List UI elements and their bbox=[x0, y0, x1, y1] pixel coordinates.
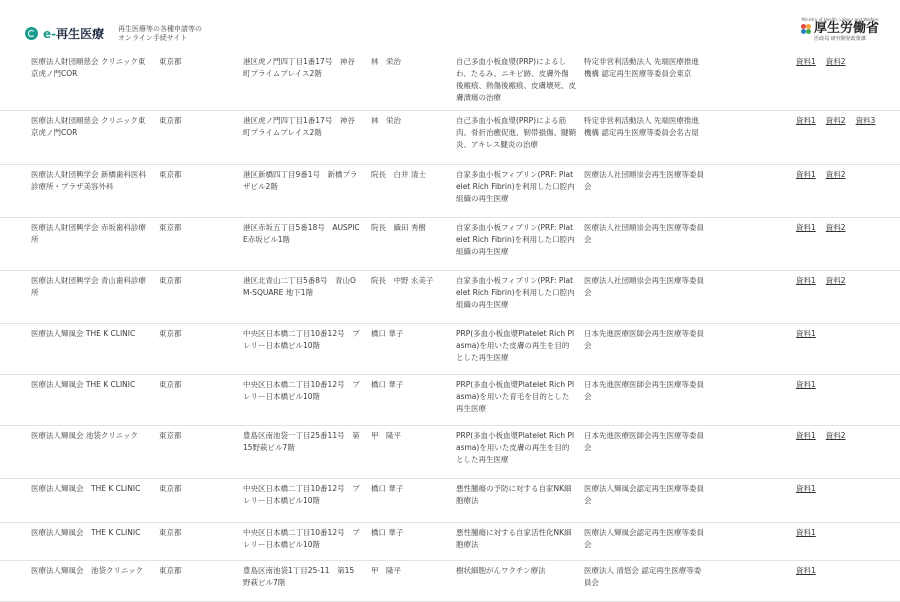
address: 港区赤坂五丁目5番18号 AUSPICE赤坂ビル1階 bbox=[243, 223, 360, 244]
site-subtitle-line2: オンライン手続サイト bbox=[118, 34, 188, 42]
clinic-name: 医療法人財団興学会 青山歯科診療所 bbox=[31, 276, 146, 297]
administrator: 甲 隆平 bbox=[371, 431, 401, 440]
address: 港区虎ノ門四丁目1番17号 神谷町プライムプレイス2階 bbox=[243, 57, 355, 78]
administrator: 林 栄治 bbox=[371, 57, 401, 66]
document-link-1[interactable]: 資料1 bbox=[796, 484, 816, 493]
prefecture: 東京都 bbox=[159, 528, 182, 537]
document-link-1[interactable]: 資料1 bbox=[796, 57, 816, 66]
document-link-1[interactable]: 資料1 bbox=[796, 329, 816, 338]
ministry-logo[interactable] bbox=[800, 17, 880, 43]
clinic-name: 医療法人輝風会 THE K CLINIC bbox=[31, 528, 141, 537]
document-links bbox=[796, 527, 886, 539]
document-link-1[interactable]: 資料1 bbox=[796, 276, 816, 285]
treatment-name: 自家多血小板フィブリン(PRF: Platelet Rich Fibrin)を利用した口腔内組織の再生医療 bbox=[456, 170, 575, 203]
table-row bbox=[0, 561, 900, 602]
committee-name: 特定非営利活動法人 先端医療推進機構 認定再生医療等委員会名古屋 bbox=[584, 116, 699, 137]
document-links bbox=[796, 56, 886, 68]
address: 豊島区南池袋1丁目25-11 第15野萩ビル7階 bbox=[243, 566, 355, 587]
committee-name: 日本先進医療医師会再生医療等委員会 bbox=[584, 380, 704, 401]
site-header bbox=[0, 0, 900, 52]
document-link-1[interactable]: 資料1 bbox=[796, 566, 816, 575]
prefecture: 東京都 bbox=[159, 329, 182, 338]
site-subtitle bbox=[118, 25, 202, 43]
table-row bbox=[0, 52, 900, 111]
document-link-1[interactable]: 資料1 bbox=[796, 431, 816, 440]
document-link-1[interactable]: 資料1 bbox=[796, 528, 816, 537]
treatment-name: PRP(多血小板血漿Platelet Rich Plasma)を用いた皮膚の再生を目的とした再生医療 bbox=[456, 431, 575, 464]
prefecture: 東京都 bbox=[159, 431, 182, 440]
document-links bbox=[796, 430, 886, 442]
ministry-english-name: Ministry of Health, Labour and Welfare bbox=[801, 17, 879, 22]
document-links bbox=[796, 328, 886, 340]
table-row bbox=[0, 111, 900, 165]
document-link-2[interactable]: 資料2 bbox=[825, 223, 846, 232]
treatment-name: 自家多血小板フィブリン(PRF: Platelet Rich Fibrin)を利用した口腔内組織の再生医療 bbox=[456, 276, 575, 309]
prefecture: 東京都 bbox=[159, 276, 182, 285]
clinic-name: 医療法人財団順慈会 クリニック東京虎ノ門COR bbox=[31, 116, 146, 137]
committee-name: 医療法人 清悠会 認定再生医療等委員会 bbox=[584, 566, 702, 587]
address: 港区新橋四丁目9番1号 新橋プラザビル2階 bbox=[243, 170, 358, 191]
table-row bbox=[0, 479, 900, 523]
clinic-name: 医療法人財団興学会 赤坂歯科診療所 bbox=[31, 223, 146, 244]
address: 豊島区南池袋一丁目25番11号 第15野萩ビル7階 bbox=[243, 431, 360, 452]
address: 中央区日本橋二丁目10番12号 ブレリー日本橋ビル10階 bbox=[243, 484, 360, 505]
administrator: 橋口 華子 bbox=[371, 484, 404, 493]
committee-name: 特定非営利活動法人 先端医療推進機構 認定再生医療等委員会東京 bbox=[584, 57, 699, 78]
committee-name: 医療法人社団順崇会再生医療等委員会 bbox=[584, 223, 704, 244]
clinic-name: 医療法人輝風会 THE K CLINIC bbox=[31, 329, 136, 338]
document-links bbox=[796, 169, 886, 181]
document-link-2[interactable]: 資料2 bbox=[825, 57, 846, 66]
document-links bbox=[796, 115, 886, 127]
committee-name: 医療法人輝風会認定再生医療等委員会 bbox=[584, 484, 704, 505]
ministry-mark-icon bbox=[801, 24, 812, 35]
document-links bbox=[796, 565, 886, 577]
administrator: 甲 隆平 bbox=[371, 566, 401, 575]
treatment-name: 自家多血小板フィブリン(PRF: Platelet Rich Fibrin)を利用した口腔内組織の再生医療 bbox=[456, 223, 575, 256]
prefecture: 東京都 bbox=[159, 223, 182, 232]
logo-text bbox=[43, 25, 104, 42]
committee-name: 医療法人輝風会認定再生医療等委員会 bbox=[584, 528, 704, 549]
administrator: 院長 中野 永美子 bbox=[371, 276, 434, 285]
clinic-table bbox=[0, 52, 900, 602]
ministry-department: 医政局 研究開発政策課 bbox=[814, 36, 866, 42]
administrator: 橋口 華子 bbox=[371, 528, 404, 537]
clinic-name: 医療法人財団興学会 新橋歯科医科診療所・プラザ美容外科 bbox=[31, 170, 146, 191]
treatment-name: 樹状細胞がんワクチン療法 bbox=[456, 566, 546, 575]
table-row bbox=[0, 324, 900, 375]
prefecture: 東京都 bbox=[159, 484, 182, 493]
address: 中央区日本橋二丁目10番12号 ブレリー日本橋ビル10階 bbox=[243, 329, 360, 350]
prefecture: 東京都 bbox=[159, 170, 182, 179]
treatment-name: 悪性腫瘍の予防に対する自家NK細胞療法 bbox=[456, 484, 572, 505]
committee-name: 日本先進医療医師会再生医療等委員会 bbox=[584, 329, 704, 350]
administrator: 院長 白井 清士 bbox=[371, 170, 426, 179]
ministry-title bbox=[800, 22, 880, 36]
clinic-name: 医療法人輝風会 THE K CLINIC bbox=[31, 484, 141, 493]
logo-e: e- bbox=[43, 27, 57, 41]
table-row bbox=[0, 165, 900, 218]
table-row bbox=[0, 271, 900, 324]
treatment-name: 自己多血小板血漿(PRP)による筋肉、骨折治癒促進、靭帯損傷、腱鞘炎、アキレス腱炎の治療 bbox=[456, 116, 576, 149]
committee-name: 日本先進医療医師会再生医療等委員会 bbox=[584, 431, 704, 452]
document-link-2[interactable]: 資料2 bbox=[825, 116, 846, 125]
document-link-3[interactable]: 資料3 bbox=[855, 116, 876, 125]
document-links bbox=[796, 222, 886, 234]
address: 中央区日本橋二丁目10番12号 ブレリー日本橋ビル10階 bbox=[243, 528, 360, 549]
document-link-1[interactable]: 資料1 bbox=[796, 116, 816, 125]
committee-name: 医療法人社団順崇会再生医療等委員会 bbox=[584, 276, 704, 297]
prefecture: 東京都 bbox=[159, 566, 182, 575]
site-logo[interactable] bbox=[25, 25, 104, 42]
table-row bbox=[0, 218, 900, 271]
table-row bbox=[0, 426, 900, 479]
treatment-name: PRP(多血小板血漿Platelet Rich Plasma)を用いた皮膚の再生を目的とした再生医療 bbox=[456, 329, 575, 362]
address: 中央区日本橋二丁目10番12号 ブレリー日本橋ビル10階 bbox=[243, 380, 360, 401]
document-link-2[interactable]: 資料2 bbox=[825, 431, 846, 440]
treatment-name: 悪性腫瘍に対する自家活性化NK細胞療法 bbox=[456, 528, 572, 549]
document-link-1[interactable]: 資料1 bbox=[796, 380, 816, 389]
committee-name: 医療法人社団順崇会再生医療等委員会 bbox=[584, 170, 704, 191]
document-links bbox=[796, 275, 886, 287]
document-links bbox=[796, 379, 886, 391]
clinic-name: 医療法人輝風会 池袋クリニック bbox=[31, 566, 144, 575]
prefecture: 東京都 bbox=[159, 116, 182, 125]
administrator: 橋口 華子 bbox=[371, 380, 404, 389]
document-link-2[interactable]: 資料2 bbox=[825, 170, 846, 179]
clinic-name: 医療法人財団順慈会 クリニック東京虎ノ門COR bbox=[31, 57, 146, 78]
logo-mark-icon bbox=[25, 27, 38, 40]
prefecture: 東京都 bbox=[159, 57, 182, 66]
administrator: 林 栄治 bbox=[371, 116, 401, 125]
document-link-1[interactable]: 資料1 bbox=[796, 170, 816, 179]
document-link-1[interactable]: 資料1 bbox=[796, 223, 816, 232]
table-row bbox=[0, 523, 900, 561]
table-row bbox=[0, 375, 900, 426]
treatment-name: 自己多血小板血漿(PRP)によるしわ、たるみ、ニキビ跡、皮膚外傷後瘢痕、熱傷後瘢痕、皮膚壊死、皮膚潰瘍の治療 bbox=[456, 57, 576, 102]
clinic-name: 医療法人輝風会 池袋クリニック bbox=[31, 431, 138, 440]
address: 港区虎ノ門四丁目1番17号 神谷町プライムプレイス2階 bbox=[243, 116, 355, 137]
document-links bbox=[796, 483, 886, 495]
administrator: 院長 織田 秀樹 bbox=[371, 223, 426, 232]
administrator: 橋口 華子 bbox=[371, 329, 404, 338]
document-link-2[interactable]: 資料2 bbox=[825, 276, 846, 285]
logo-name: 再生医療 bbox=[56, 27, 105, 41]
address: 港区北青山二丁目5番8号 青山OM-SQUARE 地下1階 bbox=[243, 276, 356, 297]
treatment-name: PRP(多血小板血漿Platelet Rich Plasma)を用いた育毛を目的とした再生医療 bbox=[456, 380, 575, 413]
clinic-name: 医療法人輝風会 THE K CLINIC bbox=[31, 380, 136, 389]
prefecture: 東京都 bbox=[159, 380, 182, 389]
site-subtitle-line1: 再生医療等の各種申請等の bbox=[118, 25, 202, 33]
ministry-name: 厚生労働省 bbox=[813, 21, 879, 36]
